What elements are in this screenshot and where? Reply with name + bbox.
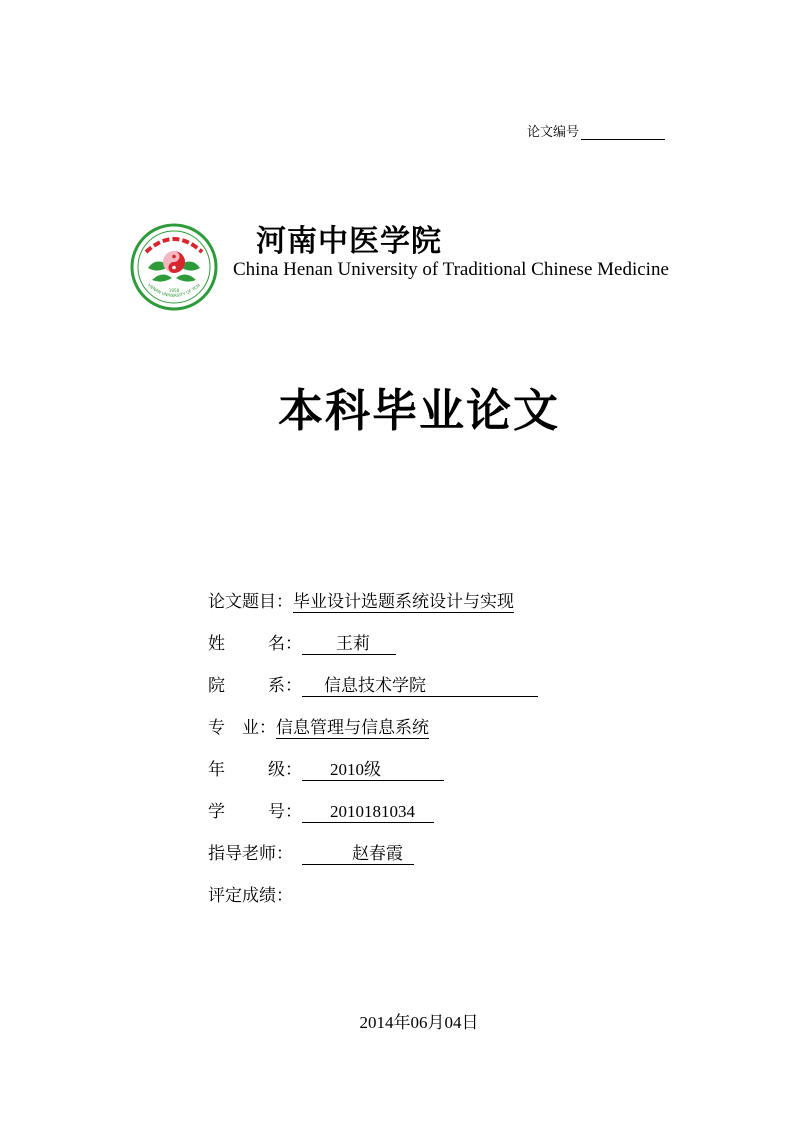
field-advisor — [208, 842, 414, 866]
thesis-number-label: 论文编号 — [527, 125, 580, 140]
svg-text:HENAN UNIVERSITY OF TCM: HENAN UNIVERSITY OF TCM — [147, 282, 201, 299]
field-grade-value: 2010级 — [302, 760, 444, 781]
field-advisor-value: 赵春霞 — [302, 844, 414, 865]
field-major-value: 信息管理与信息系统 — [276, 718, 429, 737]
field-department-label: 院 系： — [208, 676, 302, 696]
thesis-number-blank — [581, 125, 665, 140]
university-seal-logo — [130, 222, 218, 312]
submission-date: 2014年06月04日 — [359, 1013, 479, 1032]
field-topic-label: 论文题目： — [208, 592, 293, 612]
field-major-label: 专 业： — [208, 718, 276, 738]
field-name — [208, 632, 396, 656]
field-score — [208, 884, 293, 908]
document-title: 本科毕业论文 — [277, 384, 560, 437]
field-grade — [208, 758, 444, 782]
field-name-label: 姓 名： — [208, 634, 302, 654]
thesis-number — [527, 121, 665, 140]
field-topic-value: 毕业设计选题系统设计与实现 — [293, 592, 514, 611]
field-grade-label: 年 级： — [208, 760, 302, 780]
field-student-id-value: 2010181034 — [302, 802, 434, 823]
field-score-label: 评定成绩： — [208, 886, 293, 906]
university-name-cn: 河南中医学院 — [256, 224, 442, 259]
field-major — [208, 716, 429, 740]
field-topic — [208, 590, 514, 614]
field-department-value: 信息技术学院 — [302, 676, 538, 697]
svg-text:1958: 1958 — [168, 288, 180, 293]
field-name-value: 王莉 — [302, 634, 396, 655]
field-student-id — [208, 800, 434, 824]
university-name-en: China Henan University of Traditional Chinese Medicine — [233, 259, 669, 280]
field-advisor-label: 指导老师： — [208, 844, 293, 864]
field-student-id-label: 学 号： — [208, 802, 302, 822]
field-department — [208, 674, 538, 698]
